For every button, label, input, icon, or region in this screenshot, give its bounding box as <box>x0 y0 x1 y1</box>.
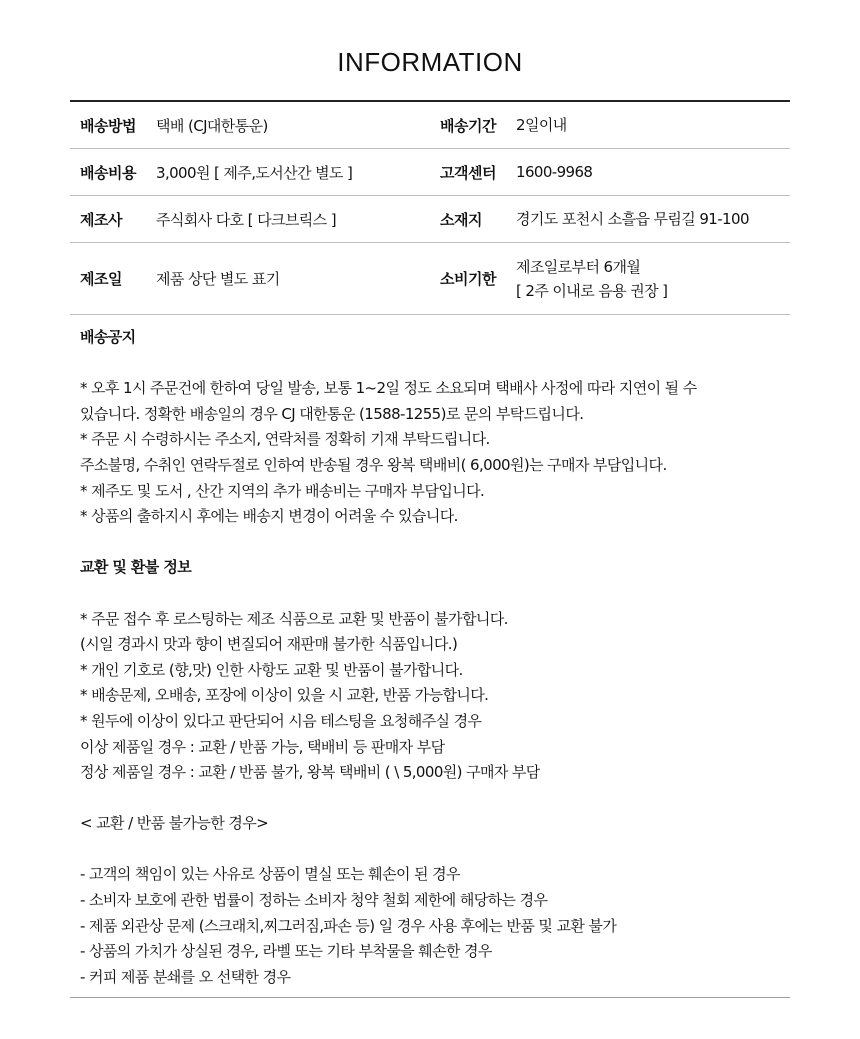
expiration-value-line2: [ 2주 이내로 음용 권장 ] <box>516 281 668 300</box>
expiration-value-line1: 제조일로부터 6개월 <box>516 257 641 276</box>
manufacture-date-value: 제품 상단 별도 표기 <box>156 270 280 288</box>
shipping-cost-value: 3,000원 [ 제주,도서산간 별도 ] <box>156 163 353 182</box>
shipping-notice-line: * 제주도 및 도서 , 산간 지역의 추가 배송비는 구매자 부담입니다. <box>80 481 485 500</box>
unavailable-line: - 소비자 보호에 관한 법률이 정하는 소비자 청약 철회 제한에 해당하는 경우 <box>80 891 548 910</box>
expiration-label: 소비기한 <box>440 270 496 288</box>
exchange-line: * 원두에 이상이 있다고 판단되어 시음 테스팅을 요청해주실 경우 <box>80 711 482 730</box>
shipping-method-label: 배송방법 <box>80 116 136 135</box>
customer-center-value: 1600-9968 <box>516 163 593 181</box>
exchange-line: * 배송문제, 오배송, 포장에 이상이 있을 시 교환, 반품 가능합니다. <box>80 686 489 705</box>
shipping-notice-line: * 상품의 출하지시 후에는 배송지 변경이 어려울 수 있습니다. <box>80 507 458 526</box>
spacer <box>80 581 790 607</box>
manufacturer-label: 제조사 <box>80 210 122 229</box>
table-row-shipping-cost <box>70 149 790 196</box>
shipping-notice-title: 배송공지 <box>80 328 136 346</box>
spacer <box>80 837 790 863</box>
table-row-manufacture-date <box>70 243 790 315</box>
spacer <box>80 530 790 556</box>
unavailable-title: < 교환 / 반품 불가능한 경우> <box>80 814 269 833</box>
shipping-period-value: 2일이내 <box>516 116 567 134</box>
location-label: 소재지 <box>440 210 482 229</box>
unavailable-line: - 커피 제품 분쇄를 오 선택한 경우 <box>80 967 291 986</box>
spacer <box>80 351 790 377</box>
shipping-notice-line: 있습니다. 정확한 배송일의 경우 CJ 대한통운 (1588-1255)로 문의 부탁드립니다. <box>80 404 584 423</box>
exchange-line: 이상 제품일 경우 : 교환 / 반품 가능, 택배비 등 판매자 부담 <box>80 737 445 756</box>
location-value: 경기도 포천시 소흘읍 무림길 91-100 <box>516 210 749 228</box>
table-row-shipping-method <box>70 102 790 149</box>
notice-section <box>70 313 790 998</box>
shipping-cost-label: 배송비용 <box>80 163 136 182</box>
exchange-line: * 개인 기호로 (향,맛) 인한 사항도 교환 및 반품이 불가합니다. <box>80 660 463 679</box>
expiration-value <box>516 255 790 303</box>
shipping-method-value: 택배 (CJ대한통운) <box>156 116 268 135</box>
unavailable-line: - 제품 외관상 문제 (스크래치,찌그러짐,파손 등) 일 경우 사용 후에는 반품 및 교환 불가 <box>80 916 617 935</box>
exchange-line: * 주문 접수 후 로스팅하는 제조 식품으로 교환 및 반품이 불가합니다. <box>80 609 508 628</box>
unavailable-line: - 상품의 가치가 상실된 경우, 라벨 또는 기타 부착물을 훼손한 경우 <box>80 942 492 961</box>
shipping-period-label: 배송기간 <box>440 116 496 135</box>
exchange-line: 정상 제품일 경우 : 교환 / 반품 불가, 왕복 택배비 ( \ 5,000원) 구매자 부담 <box>80 763 540 782</box>
page-title: INFORMATION <box>337 47 523 77</box>
spacer <box>80 786 790 812</box>
shipping-notice-line: * 오후 1시 주문건에 한하여 당일 발송, 보통 1~2일 정도 소요되며 택배사 사정에 따라 지연이 될 수 <box>80 379 697 398</box>
exchange-line: (시일 경과시 맛과 향이 변질되어 재판매 불가한 식품입니다.) <box>80 635 458 654</box>
table-row-manufacturer <box>70 196 790 243</box>
shipping-notice-line: 주소불명, 수취인 연락두절로 인하여 반송될 경우 왕복 택배비( 6,000원)는 구매자 부담입니다. <box>80 455 667 474</box>
customer-center-label: 고객센터 <box>440 163 496 182</box>
info-table <box>70 100 790 315</box>
unavailable-line: - 고객의 책임이 있는 사유로 상품이 멸실 또는 훼손이 된 경우 <box>80 865 460 884</box>
shipping-notice-line: * 주문 시 수령하시는 주소지, 연락처를 정확히 기재 부탁드립니다. <box>80 430 490 449</box>
manufacturer-value: 주식회사 다호 [ 다크브릭스 ] <box>156 210 336 229</box>
exchange-title: 교환 및 환불 정보 <box>80 558 192 577</box>
manufacture-date-label: 제조일 <box>80 270 122 288</box>
